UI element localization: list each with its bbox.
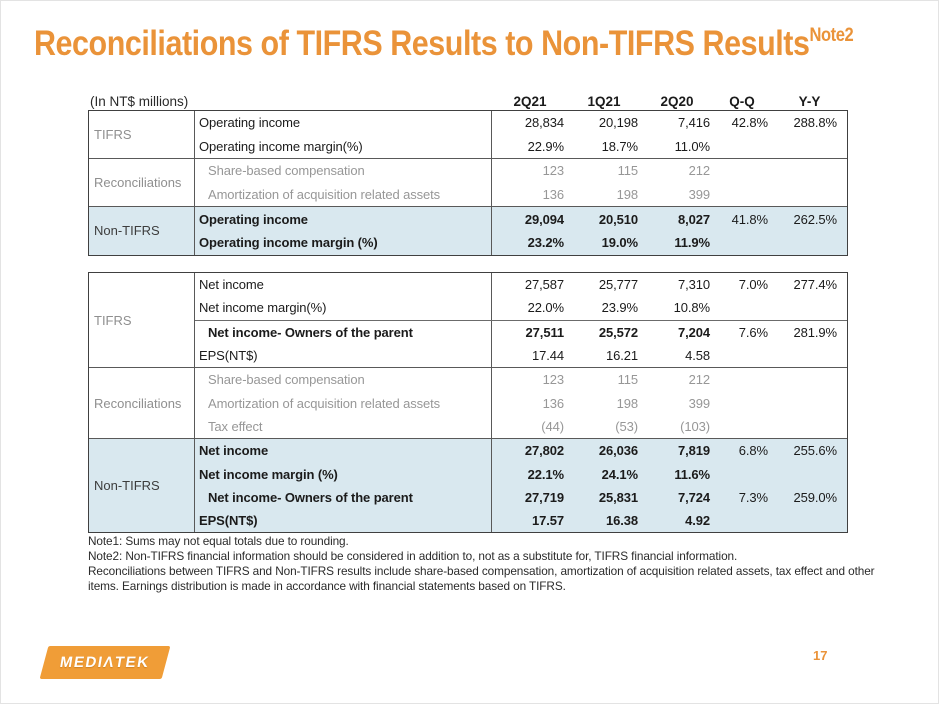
value-cell: 29,094 (524, 211, 564, 227)
row-label: Amortization of acquisition related assets (195, 391, 492, 414)
value-cell: 27,719 (524, 489, 564, 505)
group-label: TIFRS (89, 111, 195, 158)
row-label: Net income (195, 273, 492, 296)
value-cell: 198 (616, 395, 638, 411)
note-line: Note1: Sums may not equal totals due to rounding. (88, 534, 349, 548)
row-label: Amortization of acquisition related assets (195, 183, 492, 207)
value-cell: 7,724 (677, 489, 710, 505)
value-cell: 27,802 (524, 443, 564, 459)
table-row (195, 296, 847, 319)
table-row (195, 231, 847, 255)
row-label: Net income- Owners of the parent (195, 486, 492, 509)
operating-income-table (88, 110, 848, 256)
row-label: Operating income margin (%) (195, 231, 492, 255)
value-cell: 7,416 (677, 115, 710, 131)
row-label: Tax effect (195, 415, 492, 438)
value-cell: 399 (688, 187, 710, 203)
note-line: Note2: Non-TIFRS financial information should be considered in addition to, not as a substitute for, TIFRS financial information. (88, 549, 738, 563)
mediatek-logo-text: MEDIΛTEK (58, 654, 152, 671)
table-row (195, 135, 847, 159)
row-label: Net income (195, 439, 492, 462)
table-section (89, 158, 847, 206)
table-row (195, 391, 847, 414)
table-row (195, 159, 847, 183)
table-row (195, 509, 847, 532)
table-section (89, 438, 847, 532)
row-label: Net income margin (%) (195, 462, 492, 485)
table-row (195, 111, 847, 135)
value-cell: 255.6% (793, 443, 837, 459)
value-cell: 212 (688, 372, 710, 388)
net-income-table (88, 272, 848, 533)
column-header: 1Q21 (587, 94, 621, 109)
table-row (195, 486, 847, 509)
table-row (195, 439, 847, 462)
value-cell: 16.21 (605, 348, 638, 364)
unit-label: (In NT$ millions) (90, 94, 189, 109)
value-cell: 17.44 (531, 348, 564, 364)
value-cell: 26,036 (598, 443, 638, 459)
value-cell: 123 (542, 372, 564, 388)
table-row (195, 462, 847, 485)
value-cell: 198 (616, 187, 638, 203)
row-label: EPS(NT$) (195, 509, 492, 532)
value-cell: 277.4% (793, 277, 837, 293)
value-cell: 28,834 (524, 115, 564, 131)
row-label: Operating income (195, 207, 492, 231)
value-cell: 17.57 (531, 513, 564, 529)
value-cell: 115 (617, 372, 638, 388)
page-title (34, 24, 853, 64)
value-cell: 20,198 (598, 115, 638, 131)
note-line: Reconciliations between TIFRS and Non-TIFRS results include share-based compensation, amortization of acquisition related assets, tax effect and other items. Earnings distribution is made in accordance with financial statements based on TIFRS. (88, 564, 875, 593)
table-header-row (88, 88, 848, 109)
table-row (195, 415, 847, 438)
table-row (195, 207, 847, 231)
column-header: Q-Q (729, 94, 755, 109)
table-section (89, 111, 847, 158)
row-label: Net income- Owners of the parent (195, 321, 492, 344)
value-cell: 16.38 (605, 513, 638, 529)
value-cell: 18.7% (601, 138, 638, 154)
value-cell: 136 (542, 187, 564, 203)
value-cell: 7,204 (677, 324, 710, 340)
value-cell: 10.8% (673, 300, 710, 316)
footnotes (88, 534, 894, 594)
value-cell: 42.8% (731, 115, 768, 131)
table-row (195, 273, 847, 296)
value-cell: 22.9% (527, 138, 564, 154)
value-cell: 212 (688, 163, 710, 179)
group-label: Reconciliations (89, 368, 195, 438)
value-cell: 22.0% (527, 300, 564, 316)
value-cell: 11.0% (674, 138, 710, 154)
column-header: 2Q21 (513, 94, 547, 109)
mediatek-logo (40, 646, 171, 679)
value-cell: (53) (615, 418, 638, 434)
value-cell: 23.2% (527, 235, 564, 251)
title-note-superscript: Note2 (809, 25, 854, 46)
value-cell: 27,511 (525, 324, 564, 340)
group-label: Non-TIFRS (89, 207, 195, 254)
value-cell: 25,831 (598, 489, 638, 505)
value-cell: 7.0% (738, 277, 768, 293)
row-label: Operating income margin(%) (195, 135, 492, 159)
value-cell: (103) (680, 418, 710, 434)
group-label: Reconciliations (89, 159, 195, 206)
value-cell: 41.8% (731, 211, 768, 227)
value-cell: 23.9% (601, 300, 638, 316)
value-cell: 7.6% (738, 324, 768, 340)
value-cell: 262.5% (793, 211, 837, 227)
row-label: Net income margin(%) (195, 296, 492, 319)
value-cell: 288.8% (793, 115, 837, 131)
table-section (89, 273, 847, 367)
value-cell: 27,587 (524, 277, 564, 293)
table-row (195, 344, 847, 367)
value-cell: 7.3% (738, 489, 768, 505)
table-section (89, 367, 847, 438)
row-label: Operating income (195, 111, 492, 135)
value-cell: 8,027 (677, 211, 710, 227)
value-cell: 24.1% (601, 466, 638, 482)
value-cell: 25,572 (598, 324, 638, 340)
value-cell: 25,777 (598, 277, 638, 293)
column-header: 2Q20 (660, 94, 694, 109)
table-row (195, 183, 847, 207)
value-cell: 281.9% (793, 324, 837, 340)
value-cell: 399 (688, 395, 710, 411)
value-cell: 19.0% (601, 235, 638, 251)
value-cell: 11.9% (674, 235, 710, 251)
value-cell: 123 (542, 163, 564, 179)
page-number: 17 (813, 648, 828, 663)
value-cell: 115 (617, 163, 638, 179)
value-cell: 4.58 (685, 348, 710, 364)
value-cell: 7,819 (677, 443, 710, 459)
value-cell: 7,310 (677, 277, 710, 293)
table-row (195, 368, 847, 391)
row-label: Share-based compensation (195, 159, 492, 183)
value-cell: (44) (541, 418, 564, 434)
value-cell: 11.6% (674, 466, 710, 482)
value-cell: 259.0% (793, 489, 837, 505)
value-cell: 136 (542, 395, 564, 411)
column-header: Y-Y (798, 94, 821, 109)
value-cell: 6.8% (738, 443, 768, 459)
group-label: Non-TIFRS (89, 439, 195, 532)
row-label: Share-based compensation (195, 368, 492, 391)
page-title-text: Reconciliations of TIFRS Results to Non-TIFRS Results (34, 24, 810, 63)
value-cell: 4.92 (685, 513, 710, 529)
table-row (195, 320, 847, 344)
group-label: TIFRS (89, 273, 195, 367)
value-cell: 22.1% (527, 466, 564, 482)
value-cell: 20,510 (598, 211, 638, 227)
row-label: EPS(NT$) (195, 344, 492, 367)
table-section (89, 206, 847, 254)
